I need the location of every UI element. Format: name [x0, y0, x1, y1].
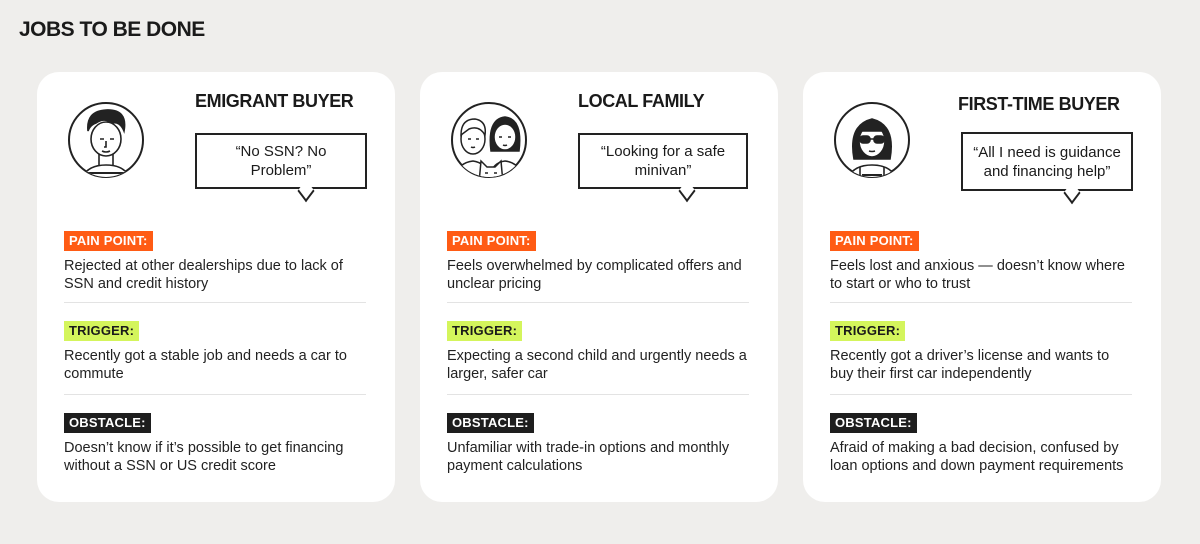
trigger-tag: TRIGGER:	[64, 321, 139, 341]
pain-point-text: Feels overwhelmed by complicated offers and unclear pricing	[447, 258, 742, 292]
page-title: JOBS TO BE DONE	[19, 18, 205, 41]
obstacle-tag: OBSTACLE:	[830, 413, 917, 433]
persona-card-first-time-buyer	[803, 72, 1161, 502]
persona-card-local-family	[420, 72, 778, 502]
pain-point-tag: PAIN POINT:	[830, 231, 919, 251]
pain-point-text: Rejected at other dealerships due to lack of SSN and credit history	[64, 258, 343, 292]
trigger-section	[830, 321, 1132, 383]
pain-point-section	[447, 231, 749, 293]
divider	[447, 394, 749, 395]
trigger-section	[447, 321, 749, 383]
divider	[830, 394, 1132, 395]
trigger-section	[64, 321, 366, 383]
divider	[64, 302, 366, 303]
first-time-buyer-avatar	[832, 95, 912, 189]
persona-card-emigrant-buyer	[37, 72, 395, 502]
quote-bubble: “No SSN? No Problem”	[195, 133, 367, 189]
trigger-text: Recently got a driver’s license and wants to buy their first car independently	[830, 348, 1110, 382]
pain-point-tag: PAIN POINT:	[64, 231, 153, 251]
obstacle-tag: OBSTACLE:	[447, 413, 534, 433]
pain-point-tag: PAIN POINT:	[447, 231, 536, 251]
local-family-avatar	[449, 95, 529, 189]
persona-name: LOCAL FAMILY	[578, 91, 705, 111]
trigger-text: Recently got a stable job and needs a car to commute	[64, 348, 347, 382]
divider	[447, 302, 749, 303]
pain-point-text: Feels lost and anxious — doesn’t know where to start or who to trust	[830, 258, 1125, 292]
pain-point-section	[64, 231, 366, 293]
divider	[830, 302, 1132, 303]
obstacle-section	[447, 413, 749, 475]
trigger-text: Expecting a second child and urgently needs a larger, safer car	[447, 348, 747, 382]
obstacle-section	[64, 413, 366, 475]
persona-name: FIRST-TIME BUYER	[958, 94, 1120, 114]
pain-point-section	[830, 231, 1132, 293]
trigger-tag: TRIGGER:	[830, 321, 905, 341]
persona-name: EMIGRANT BUYER	[195, 91, 354, 111]
obstacle-text: Doesn’t know if it’s possible to get financing without a SSN or US credit score	[64, 440, 344, 474]
divider	[64, 394, 366, 395]
quote-bubble: “Looking for a safe minivan”	[578, 133, 748, 189]
obstacle-text: Unfamiliar with trade-in options and monthly payment calculations	[447, 440, 730, 474]
emigrant-buyer-avatar	[66, 95, 146, 189]
quote-bubble: “All I need is guidance and financing help”	[961, 132, 1133, 191]
obstacle-tag: OBSTACLE:	[64, 413, 151, 433]
trigger-tag: TRIGGER:	[447, 321, 522, 341]
obstacle-section	[830, 413, 1132, 475]
obstacle-text: Afraid of making a bad decision, confused by loan options and down payment requirements	[830, 440, 1124, 474]
